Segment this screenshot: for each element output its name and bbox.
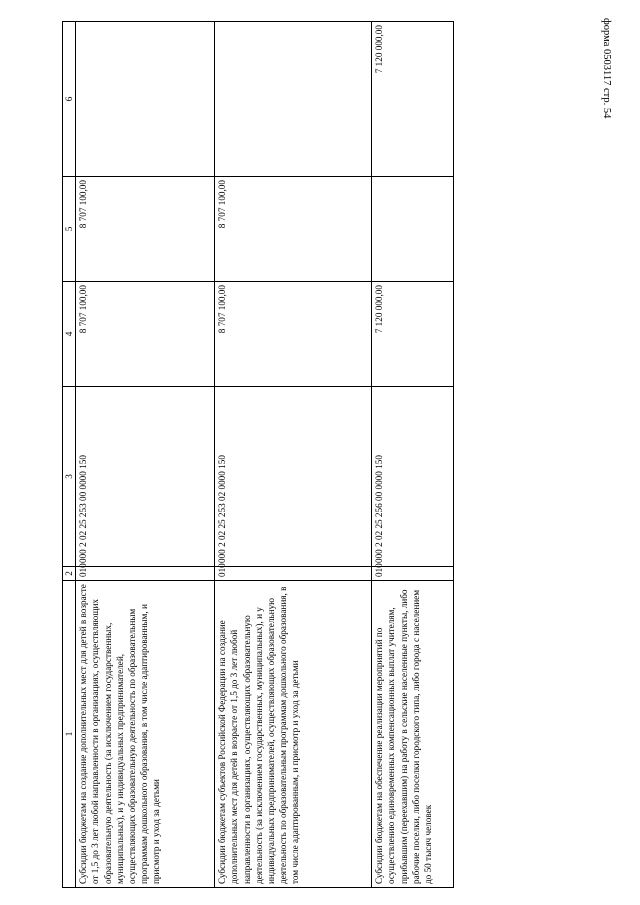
- amount-cell: 8 707 100,00: [76, 282, 215, 387]
- amount-cell: 8 707 100,00: [76, 177, 215, 282]
- report-table: [62, 21, 454, 888]
- column-header: 5: [63, 177, 76, 282]
- amount-cell: 7 120 000,00: [372, 282, 454, 387]
- line-code-cell: 010: [372, 567, 454, 581]
- column-number-row: [63, 22, 76, 888]
- amount-cell: 8 707 100,00: [215, 282, 372, 387]
- amount-cell: 7 120 000,00: [372, 22, 454, 177]
- table-row: [372, 22, 454, 888]
- column-header: 2: [63, 567, 76, 581]
- line-code-cell: 010: [215, 567, 372, 581]
- budget-code-cell: 000 2 02 25 253 00 0000 150: [76, 387, 215, 567]
- row-name-cell: Субсидии бюджетам субъектов Российской Федерации на создание дополнительных мест для детей в возрасте от 1,5 до 3 лет любой направленности в организациях, осуществляющих образовательную деятельность (за исключением государственных, муниципальных), и у индивидуальных предпринимателей, осуществляющих образовательную деятельность по образовательным программам дошкольного образования, в том числе адаптированным, и присмотр и уход за детьми: [215, 581, 372, 888]
- table-row: [76, 22, 215, 888]
- form-page-header: форма 0503117 стр. 54: [601, 18, 612, 119]
- column-header: 1: [63, 581, 76, 888]
- column-header: 3: [63, 387, 76, 567]
- row-name-cell: Субсидии бюджетам на обеспечение реализации мероприятий по осуществлению единовременных компенсационных выплат учителям, прибывшим (переехавшим) на работу в сельские населенные пункты, либо рабочие поселки, либо поселки городского типа, либо города с населением до 50 тысяч человек: [372, 581, 454, 888]
- amount-cell: [76, 22, 215, 177]
- amount-cell: 8 707 100,00: [215, 177, 372, 282]
- row-name-cell: Субсидии бюджетам на создание дополнительных мест для детей в возрасте от 1,5 до 3 лет любой направленности в организациях, осуществляющих образовательную деятельность (за исключением государственных, муниципальных), и у индивидуальных предпринимателей, осуществляющих образовательную деятельность по образовательным программам дошкольного образования, в том числе адаптированным, и присмотр и уход за детьми: [76, 581, 215, 888]
- line-code-cell: 010: [76, 567, 215, 581]
- column-header: 6: [63, 22, 76, 177]
- budget-code-cell: 000 2 02 25 256 00 0000 150: [372, 387, 454, 567]
- table-row: [215, 22, 372, 888]
- budget-code-cell: 000 2 02 25 253 02 0000 150: [215, 387, 372, 567]
- rotated-table-container: [62, 22, 452, 888]
- column-header: 4: [63, 282, 76, 387]
- amount-cell: [215, 22, 372, 177]
- amount-cell: [372, 177, 454, 282]
